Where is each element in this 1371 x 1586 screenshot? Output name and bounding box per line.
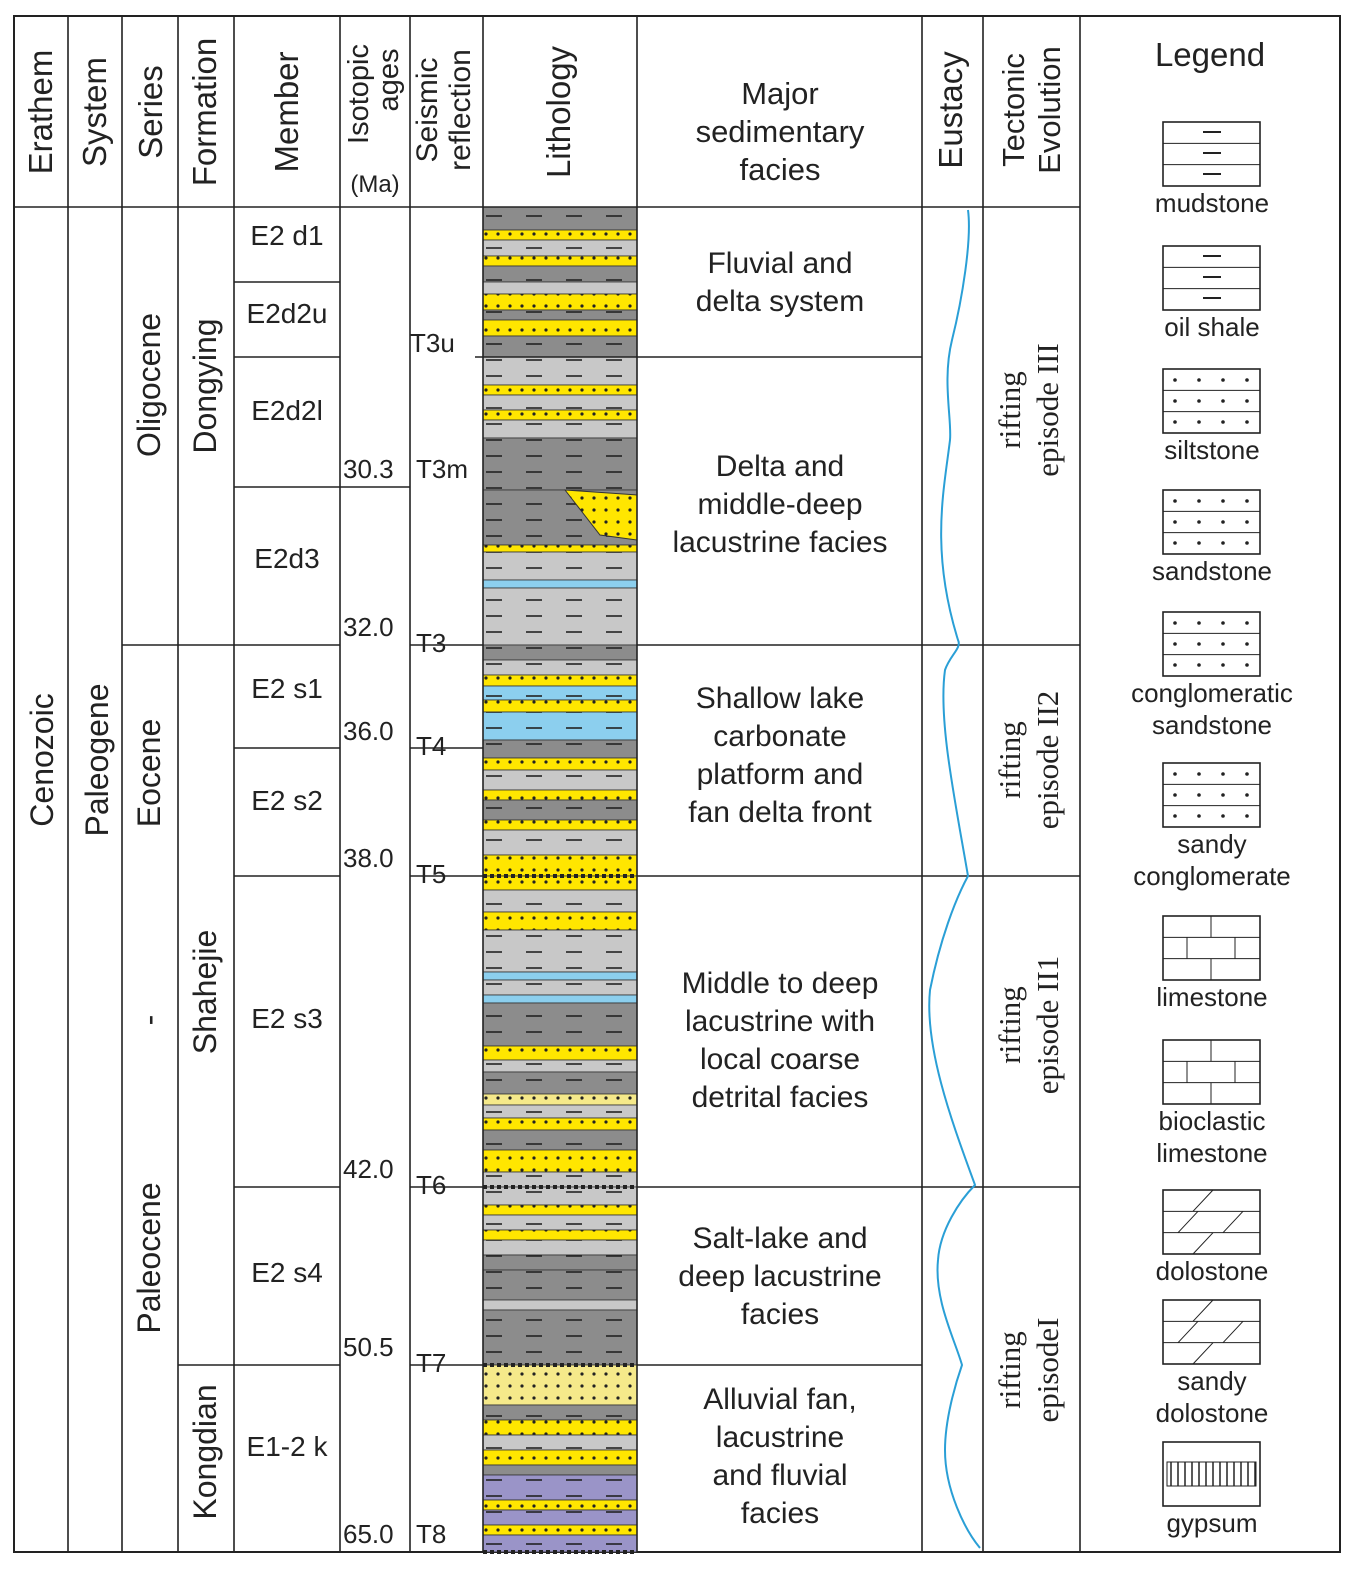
sandy-dolostone-icon <box>1163 1300 1260 1364</box>
lithology-pattern <box>483 1525 637 1535</box>
seismic-label: T4 <box>416 731 447 761</box>
facies-label: Delta and <box>715 450 845 483</box>
lithology-pattern <box>483 1535 637 1552</box>
legend-label: sandy <box>1177 1366 1247 1396</box>
legend-label: bioclastic <box>1158 1106 1266 1136</box>
lithology-pattern <box>483 395 637 410</box>
legend-label: dolostone <box>1155 1398 1269 1428</box>
legend-label: sandy <box>1177 829 1247 859</box>
lithology-pattern <box>483 1310 637 1365</box>
limestone-icon <box>1163 916 1260 980</box>
isotopic-age-labels <box>343 454 394 1549</box>
lithology-pattern <box>483 357 637 385</box>
facies-label: lacustrine facies <box>672 526 888 559</box>
legend-label: dolostone <box>1155 1256 1269 1286</box>
facies-label: Middle to deep <box>681 967 879 1000</box>
header-row <box>22 36 1265 198</box>
header-facies-2: sedimentary <box>695 114 865 149</box>
lithology-pattern <box>483 1500 637 1510</box>
lithology-pattern <box>483 820 637 830</box>
lithology-bed <box>483 972 637 980</box>
tectonic-labels <box>992 343 1065 1422</box>
lithology-pattern <box>483 1450 637 1465</box>
lithology-pattern <box>483 1435 637 1450</box>
facies-label: Salt-lake and <box>692 1222 868 1255</box>
header-tectonic-2: Evolution <box>1032 46 1067 174</box>
lithology-pattern <box>483 758 637 770</box>
facies-label: and fluvial <box>712 1459 848 1492</box>
facies-label: lacustrine with <box>684 1005 876 1038</box>
lithology-pattern <box>483 410 637 420</box>
seismic-reflector-labels <box>410 328 468 1549</box>
member-label: E2d2l <box>251 395 323 426</box>
series-oligocene: Oligocene <box>131 312 167 458</box>
lithology-pattern <box>483 1105 637 1118</box>
lithology-pattern <box>483 660 637 675</box>
legend-label: conglomeratic <box>1131 678 1293 708</box>
lithology-pattern <box>483 1465 637 1475</box>
facies-label: detrital facies <box>691 1081 869 1114</box>
lithology-pattern <box>483 830 637 855</box>
lithology-pattern <box>483 1072 637 1094</box>
lithology-pattern <box>483 712 637 740</box>
lithology-pattern <box>483 294 637 310</box>
header-seismic-1: Seismic <box>411 57 444 163</box>
bioclastic-limestone-icon <box>1163 1040 1260 1104</box>
lithology-pattern <box>483 930 637 972</box>
header-isotopic-3: (Ma) <box>350 171 400 198</box>
age-label: 36.0 <box>343 716 394 746</box>
tectonic-label: episode III <box>1030 343 1065 477</box>
system-label: Paleogene <box>79 683 115 837</box>
facies-label: deep lacustrine <box>678 1260 882 1293</box>
lithology-pattern <box>483 266 637 282</box>
oil-shale-icon <box>1163 246 1260 310</box>
lithology-pattern <box>483 645 637 660</box>
age-label: 65.0 <box>343 1519 394 1549</box>
formation-shahejie: Shahejie <box>187 929 223 1055</box>
tectonic-label: rifting <box>992 371 1027 449</box>
series-eocene: Eocene <box>131 718 167 828</box>
seismic-label: T3m <box>416 454 468 484</box>
lithology-pattern <box>483 770 637 790</box>
lithology-pattern <box>483 890 637 912</box>
legend-label: gypsum <box>1166 1508 1258 1538</box>
lithology-pattern <box>483 320 637 336</box>
member-label: E2 d1 <box>250 220 324 251</box>
lithology-pattern <box>483 1046 637 1060</box>
header-isotopic-1: Isotopic <box>343 44 375 144</box>
lithology-pattern <box>483 1150 637 1172</box>
header-lithology: Lithology <box>540 45 577 179</box>
lithology-pattern <box>483 1215 637 1230</box>
lithology-pattern <box>483 1475 637 1500</box>
tectonic-label: episode II1 <box>1030 955 1065 1095</box>
lithology-bed <box>483 580 637 588</box>
lithology-pattern <box>483 790 637 800</box>
lithology-pattern <box>483 876 637 890</box>
lithology-pattern <box>483 1510 637 1525</box>
lithology-pattern <box>483 700 637 712</box>
lithology-pattern <box>483 1172 637 1187</box>
formation-dongying: Dongying <box>187 318 223 454</box>
lithology-pattern <box>483 1420 637 1435</box>
age-label: 38.0 <box>343 843 394 873</box>
seismic-label: T7 <box>416 1348 447 1378</box>
lithology-pattern <box>483 1205 637 1215</box>
seismic-label: T5 <box>416 859 447 889</box>
lithology-pattern <box>483 438 637 490</box>
lithology-pattern <box>483 1118 637 1130</box>
formation-kongdian: Kongdian <box>187 1384 223 1520</box>
lithology-pattern <box>483 1187 637 1205</box>
header-seismic-2: reflection <box>444 49 477 171</box>
header-eustacy: Eustacy <box>932 51 969 169</box>
legend-label: sandstone <box>1152 710 1272 740</box>
facies-labels <box>672 247 887 1530</box>
lithology-pattern <box>483 588 637 645</box>
mudstone-icon <box>1163 122 1260 186</box>
header-system: System <box>76 56 113 168</box>
age-label: 32.0 <box>343 612 394 642</box>
lithology-bed <box>483 1300 637 1310</box>
facies-label: Shallow lake <box>695 682 865 715</box>
siltstone-icon <box>1163 369 1260 433</box>
lithology-pattern <box>483 740 637 758</box>
lithology-pattern <box>483 207 637 230</box>
lithology-pattern <box>483 385 637 395</box>
age-label: 50.5 <box>343 1332 394 1362</box>
facies-label: delta system <box>695 285 865 318</box>
tectonic-label: rifting <box>992 986 1027 1064</box>
member-label: E2 s1 <box>251 673 323 704</box>
lithology-pattern <box>483 980 637 995</box>
seismic-label: T3 <box>416 628 447 658</box>
seismic-label: T6 <box>416 1170 447 1200</box>
header-tectonic-1: Tectonic <box>996 53 1031 167</box>
facies-label: facies <box>740 1298 820 1331</box>
header-facies-1: Major <box>741 76 819 111</box>
lithology-pattern <box>483 1230 637 1240</box>
series-paleocene: Paleocene <box>131 1182 167 1334</box>
header-member: Member <box>268 51 305 173</box>
legend <box>1131 122 1293 1538</box>
facies-label: Alluvial fan, <box>703 1383 857 1416</box>
facies-label: facies <box>740 1497 820 1530</box>
lithology-pattern <box>483 256 637 266</box>
lithology-pattern <box>483 686 637 700</box>
facies-label: carbonate <box>713 720 847 753</box>
lithology-pattern <box>483 855 637 876</box>
age-label: 42.0 <box>343 1154 394 1184</box>
member-label: E2 s4 <box>251 1257 323 1288</box>
member-label: E2d3 <box>254 543 320 574</box>
facies-label: local coarse <box>699 1043 861 1076</box>
series-dash: - <box>131 1014 167 1026</box>
lithology-column <box>483 207 637 1552</box>
facies-label: middle-deep <box>697 488 863 521</box>
header-erathem: Erathem <box>22 49 59 175</box>
lithology-pattern <box>483 912 637 930</box>
sandstone-icon <box>1163 490 1260 554</box>
lithology-pattern <box>483 1060 637 1072</box>
facies-label: platform and <box>696 758 864 791</box>
erathem-label: Cenozoic <box>24 693 60 827</box>
lithology-pattern <box>483 1365 637 1405</box>
header-legend: Legend <box>1154 36 1266 73</box>
member-labels <box>247 220 329 1462</box>
lithology-pattern <box>483 1094 637 1105</box>
lithology-pattern <box>483 1240 637 1255</box>
legend-label: sandstone <box>1152 556 1272 586</box>
sandy-conglomerate-icon <box>1163 763 1260 827</box>
tectonic-label: rifting <box>992 1331 1027 1409</box>
header-facies-3: facies <box>739 152 821 187</box>
legend-label: oil shale <box>1164 312 1260 342</box>
age-label: 30.3 <box>343 454 394 484</box>
lithology-pattern <box>483 230 637 240</box>
lithology-pattern <box>483 675 637 686</box>
lithology-pattern <box>483 1003 637 1046</box>
header-isotopic-2: ages <box>373 48 405 112</box>
seismic-label: T3u <box>410 328 455 358</box>
tectonic-label: rifting <box>992 721 1027 799</box>
conglomeratic-sandstone-icon <box>1163 612 1260 676</box>
facies-label: Fluvial and <box>707 247 853 280</box>
seismic-label: T8 <box>416 1519 447 1549</box>
legend-label: limestone <box>1156 982 1268 1012</box>
member-label: E1-2 k <box>246 1431 328 1462</box>
lithology-pattern <box>483 1255 637 1270</box>
lithology-pattern <box>483 336 637 357</box>
dolostone-icon <box>1163 1190 1260 1254</box>
member-label: E2 s3 <box>251 1003 323 1034</box>
legend-label: mudstone <box>1154 188 1270 218</box>
gypsum-icon <box>1163 1442 1260 1506</box>
facies-label: lacustrine <box>715 1421 845 1454</box>
lithology-pattern <box>483 1130 637 1150</box>
lithology-pattern <box>483 1405 637 1420</box>
legend-label: conglomerate <box>1133 861 1291 891</box>
lithology-pattern <box>483 310 637 320</box>
eustacy-curve <box>929 210 980 1548</box>
table-frame <box>14 16 1340 1552</box>
facies-label: fan delta front <box>688 796 872 829</box>
legend-label: siltstone <box>1164 435 1260 465</box>
lithology-pattern <box>483 552 637 580</box>
member-label: E2d2u <box>246 298 328 329</box>
lithology-pattern <box>483 420 637 438</box>
legend-label: limestone <box>1156 1138 1268 1168</box>
lithology-pattern <box>483 282 637 294</box>
tectonic-label: episode II2 <box>1030 690 1065 830</box>
lithology-pattern <box>483 800 637 820</box>
tectonic-label: episodeI <box>1030 1317 1065 1423</box>
lithology-pattern <box>483 545 637 552</box>
lithology-pattern <box>483 1270 637 1300</box>
member-label: E2 s2 <box>251 785 323 816</box>
lithology-bed <box>483 995 637 1003</box>
header-formation: Formation <box>186 37 223 187</box>
lithology-pattern <box>483 240 637 256</box>
header-series: Series <box>132 65 169 159</box>
